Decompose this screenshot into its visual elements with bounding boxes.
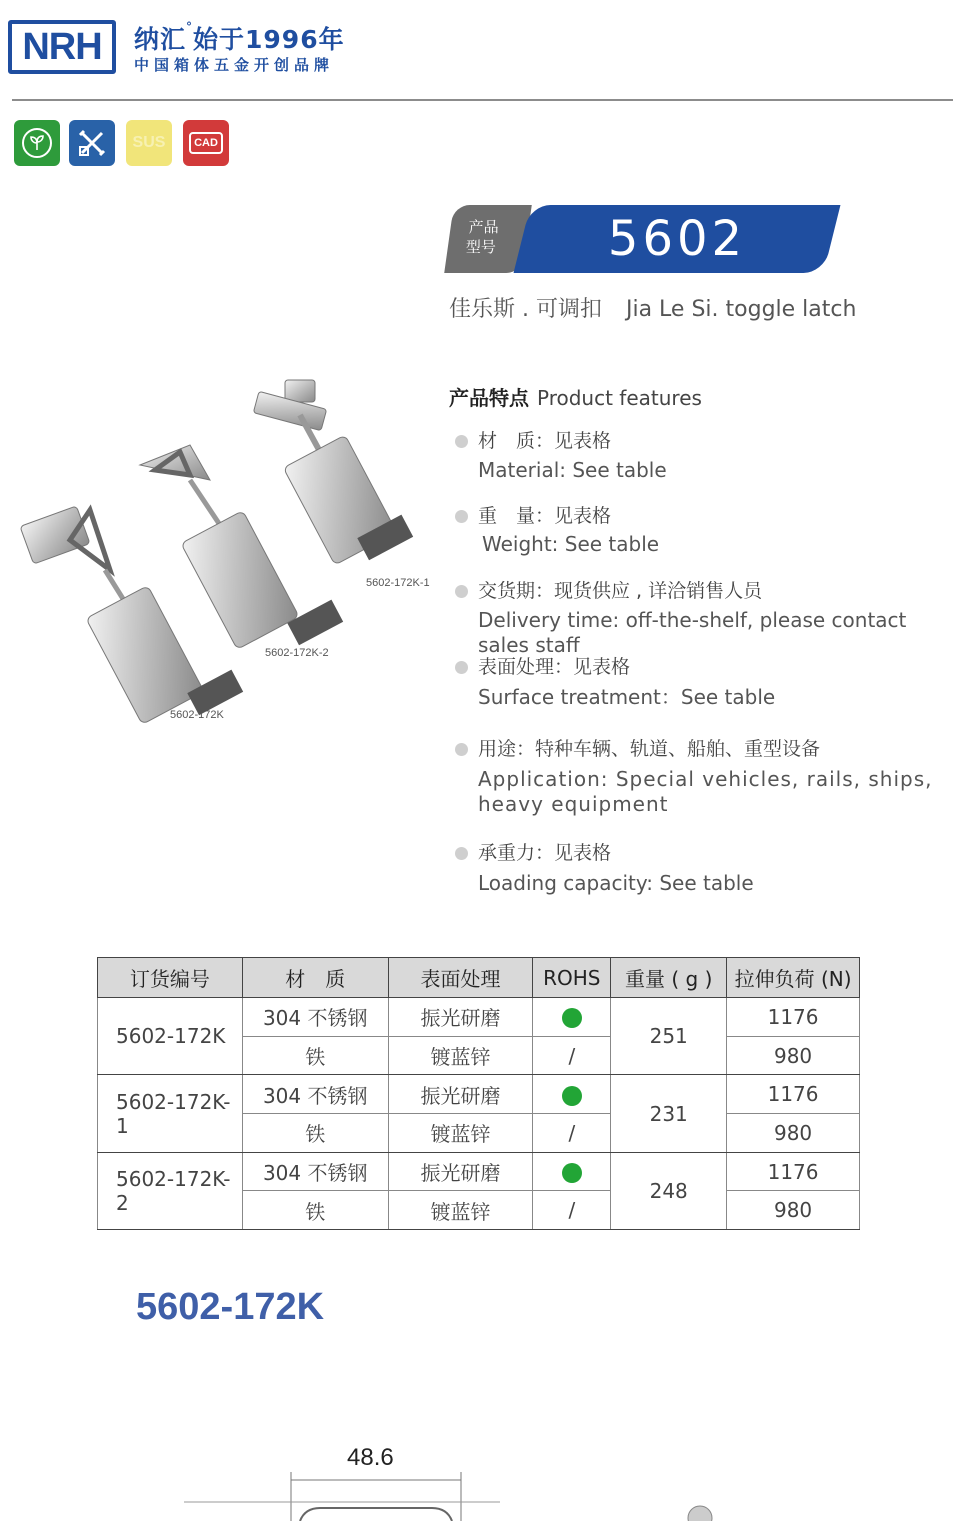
image-label-172k-1: 5602-172K-1 <box>366 577 430 589</box>
technical-drawing <box>170 1440 790 1521</box>
feature-en: Material: See table <box>478 458 667 482</box>
feature-cn: 材 质：见表格 <box>478 430 612 452</box>
bullet-icon <box>455 847 468 860</box>
load-cell: 980 <box>727 1114 860 1153</box>
order-code: 5602-172K-2 <box>98 1152 243 1229</box>
rohs-cell <box>533 998 611 1037</box>
feature-cn: 表面处理：见表格 <box>478 656 631 678</box>
product-images <box>10 370 440 730</box>
model-code: 5602 <box>607 211 747 267</box>
features-title <box>449 382 702 411</box>
model-label-line1: 产品 <box>468 218 499 236</box>
column-header: 重量 ( g ) <box>611 958 727 998</box>
image-label-172k-2: 5602-172K-2 <box>265 647 329 659</box>
spec-table <box>97 957 860 1230</box>
bullet-icon <box>455 743 468 756</box>
order-code: 5602-172K <box>98 998 243 1075</box>
weight-cell: 248 <box>611 1152 727 1229</box>
weight-cell: 231 <box>611 1075 727 1152</box>
feature-en: Weight: See table <box>482 532 660 556</box>
tools-icon <box>69 120 115 166</box>
material-cell: 铁 <box>242 1036 388 1075</box>
brand-subtitle: 中国箱体五金开创品牌 <box>134 56 335 74</box>
registered-mark-icon: ° <box>186 20 194 34</box>
features-title-cn: 产品特点 <box>449 386 529 410</box>
product-name-en: Jia Le Si. toggle latch <box>625 297 857 322</box>
weight-cell: 251 <box>611 998 727 1075</box>
table-row <box>98 998 860 1037</box>
surface-cell: 镀蓝锌 <box>388 1036 533 1075</box>
table-row <box>98 1075 860 1114</box>
material-cell: 304 不锈钢 <box>242 998 388 1037</box>
rohs-cell: / <box>533 1036 611 1075</box>
product-name <box>449 292 856 323</box>
feature-en: Surface treatment：See table <box>478 685 776 709</box>
rohs-cell <box>533 1152 611 1191</box>
rohs-cell: / <box>533 1114 611 1153</box>
surface-cell: 振光研磨 <box>388 998 533 1037</box>
feature-cn: 交货期：现货供应 , 详洽销售人员 <box>478 580 763 602</box>
rohs-cell <box>533 1075 611 1114</box>
column-header: 表面处理 <box>388 958 533 998</box>
header <box>0 0 960 100</box>
table-header-row <box>98 958 860 998</box>
rohs-compliant-icon <box>562 1163 582 1183</box>
rohs-compliant-icon <box>562 1008 582 1028</box>
load-cell: 980 <box>727 1191 860 1230</box>
table-row <box>98 1152 860 1191</box>
surface-cell: 镀蓝锌 <box>388 1191 533 1230</box>
material-cell: 铁 <box>242 1114 388 1153</box>
surface-cell: 振光研磨 <box>388 1075 533 1114</box>
order-code: 5602-172K-1 <box>98 1075 243 1152</box>
sus-icon: SUS <box>126 120 172 166</box>
column-header: 材 质 <box>242 958 388 998</box>
load-cell: 1176 <box>727 1075 860 1114</box>
material-cell: 304 不锈钢 <box>242 1152 388 1191</box>
drawing-title: 5602-172K <box>136 1286 325 1328</box>
surface-cell: 镀蓝锌 <box>388 1114 533 1153</box>
bullet-icon <box>455 661 468 674</box>
column-header: 拉伸负荷 (N) <box>727 958 860 998</box>
brand-name-text: 纳汇 <box>134 25 187 54</box>
dimension-label: 48.6 <box>347 1444 394 1471</box>
column-header: 订货编号 <box>98 958 243 998</box>
rohs-compliant-icon <box>562 1086 582 1106</box>
material-cell: 304 不锈钢 <box>242 1075 388 1114</box>
material-cell: 铁 <box>242 1191 388 1230</box>
image-label-172k: 5602-172K <box>170 709 224 721</box>
feature-en: Delivery time: off-the-shelf, please contact sales staff <box>478 608 907 657</box>
brand-name <box>134 20 345 56</box>
bullet-icon <box>455 585 468 598</box>
header-divider <box>12 99 953 101</box>
surface-cell: 振光研磨 <box>388 1152 533 1191</box>
model-label-line2: 型号 <box>465 238 496 256</box>
brand-logo[interactable]: NRH <box>8 20 116 74</box>
bullet-icon <box>455 510 468 523</box>
features-title-en: Product features <box>537 386 702 410</box>
eco-icon <box>14 120 60 166</box>
feature-en: Application: Special vehicles, rails, ships, heavy equipment <box>478 767 933 816</box>
column-header: ROHS <box>533 958 611 998</box>
feature-en: Loading capacity: See table <box>478 871 754 895</box>
load-cell: 1176 <box>727 998 860 1037</box>
latch-image-172k-1 <box>253 380 413 565</box>
brand-slogan: 始于1996年 <box>193 25 345 54</box>
cad-label: CAD <box>189 132 223 154</box>
load-cell: 980 <box>727 1036 860 1075</box>
feature-cn: 用途：特种车辆、轨道、船舶、重型设备 <box>478 738 821 760</box>
load-cell: 1176 <box>727 1152 860 1191</box>
feature-cn: 重 量：见表格 <box>478 505 612 527</box>
bullet-icon <box>455 435 468 448</box>
cad-icon <box>183 120 229 166</box>
product-name-cn: 佳乐斯 . 可调扣 <box>449 297 602 322</box>
feature-cn: 承重力：见表格 <box>478 842 612 864</box>
rohs-cell: / <box>533 1191 611 1230</box>
